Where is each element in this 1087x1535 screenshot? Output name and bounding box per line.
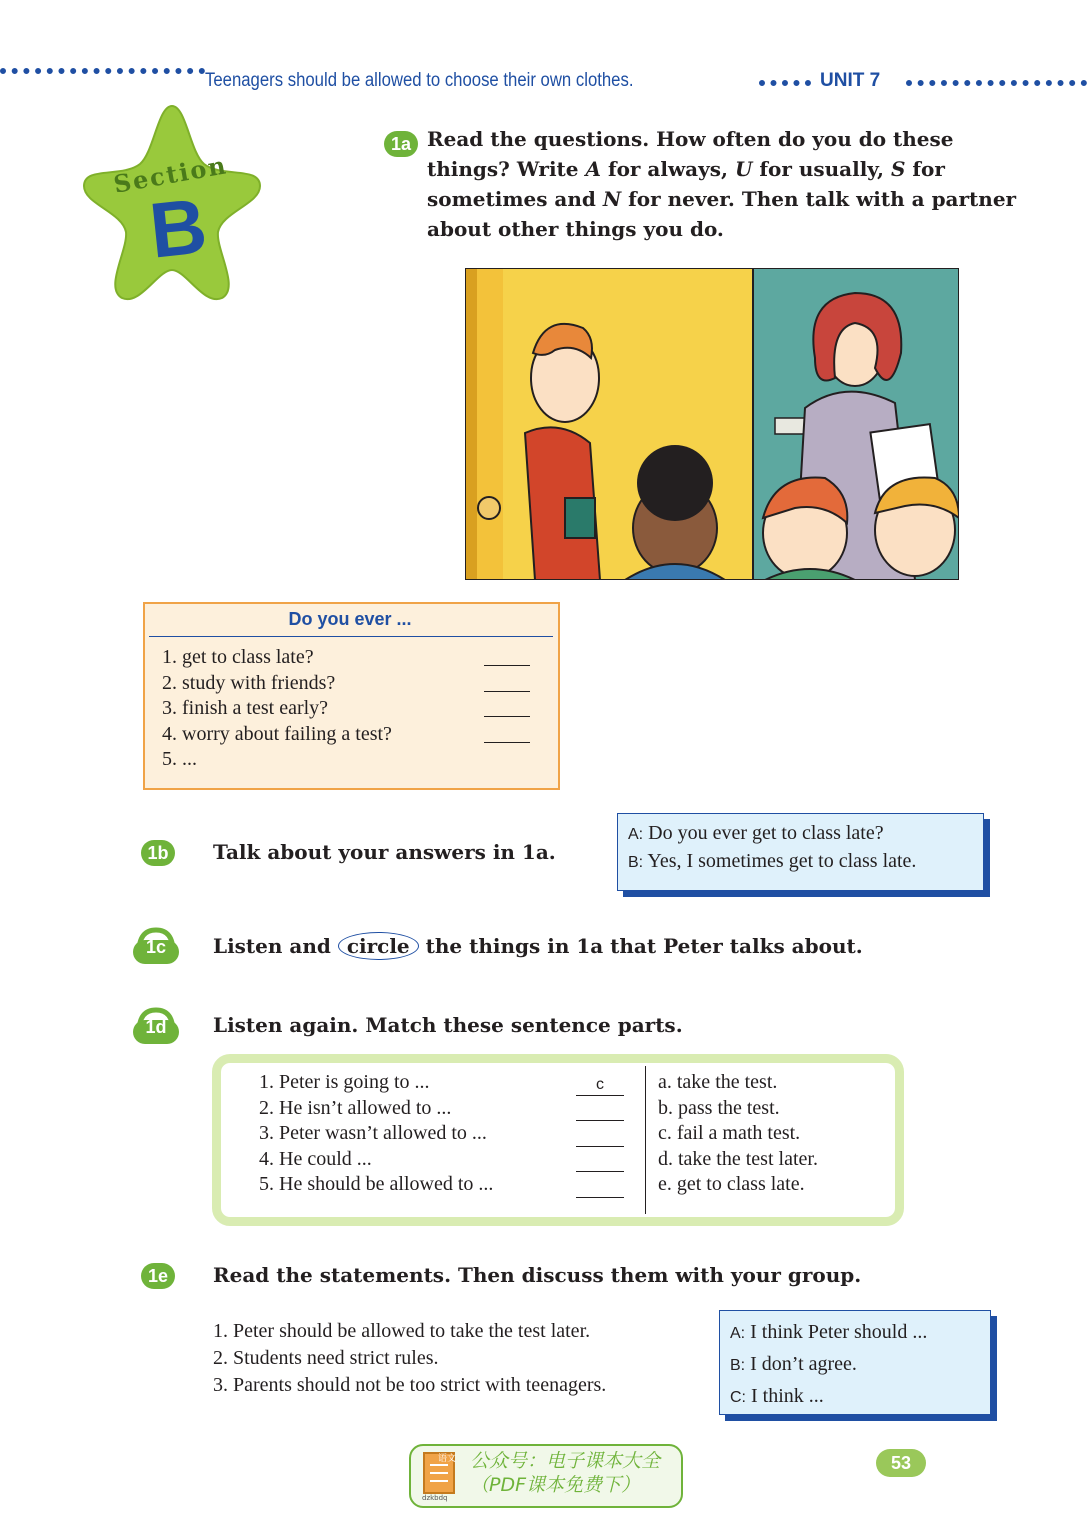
answer-blank[interactable] — [484, 724, 530, 743]
instruction-1a: Read the questions. How often do you do these things? Write A for always, U for usually, S for sometimes and N for never. Then talk with a partner about other things you do. — [427, 127, 1017, 241]
footer-line2: （PDF课本免费下） — [470, 1474, 641, 1496]
dialogue-line: C: I think ... — [730, 1385, 824, 1407]
header-dots-right — [906, 80, 1087, 86]
list-item: 1. get to class late? — [162, 645, 542, 671]
list-item: 2. He isn’t allowed to ... — [259, 1096, 452, 1119]
header-dots-mid — [759, 80, 811, 86]
answer-blank[interactable]: c — [576, 1070, 624, 1096]
instruction-1e: Read the statements. Then discuss them with your group. — [213, 1263, 862, 1287]
dialogue-box-1b — [617, 813, 984, 891]
list-item: 5. He should be allowed to ... — [259, 1173, 494, 1195]
list-item: b. pass the test. — [658, 1096, 780, 1119]
instruction-1b: Talk about your answers in 1a. — [213, 840, 556, 864]
list-item: 3. finish a test early? — [162, 696, 542, 722]
statement-list — [213, 1318, 713, 1399]
answer-blank[interactable] — [576, 1121, 624, 1147]
matching-divider — [645, 1066, 646, 1214]
header-dots-left — [0, 68, 205, 84]
answer-blank[interactable] — [576, 1172, 624, 1198]
list-item: 4. He could ... — [259, 1147, 372, 1170]
answer-blank[interactable] — [484, 698, 530, 717]
logo-small: dzkbdq — [422, 1494, 448, 1502]
dialogue-line: B: I don’t agree. — [730, 1353, 857, 1375]
list-item: 2. study with friends? — [162, 671, 542, 697]
list-item: 1. Peter is going to ... — [259, 1071, 430, 1093]
list-item: d. take the test later. — [658, 1147, 818, 1170]
dialogue-line: A: Do you ever get to class late? — [628, 822, 884, 844]
exercise-badge-1c: 1c — [145, 937, 167, 957]
answer-blank[interactable] — [576, 1147, 624, 1173]
box-title-divider — [149, 636, 553, 637]
answer-blank[interactable] — [576, 1096, 624, 1122]
list-item: 4. worry about failing a test? — [162, 722, 542, 748]
list-item: e. get to class late. — [658, 1173, 805, 1195]
dialogue-line: B: Yes, I sometimes get to class late. — [628, 850, 917, 872]
question-list — [162, 645, 542, 773]
section-letter: B — [145, 181, 211, 275]
list-item: 3. Parents should not be too strict with teenagers. — [213, 1374, 607, 1396]
section-word: Section — [111, 150, 230, 199]
classroom-illustration — [465, 268, 959, 580]
page-number: 53 — [876, 1449, 926, 1477]
answer-blank[interactable] — [484, 673, 530, 692]
footer-line1: 公众号：电子课本大全 — [470, 1450, 661, 1472]
circled-word: circle — [338, 932, 419, 960]
list-item: a. take the test. — [658, 1071, 778, 1093]
exercise-badge-1e: 1e — [141, 1263, 175, 1289]
matching-answers — [576, 1070, 624, 1198]
list-item: c. fail a math test. — [658, 1122, 801, 1144]
dialogue-box-1e — [719, 1310, 991, 1415]
list-item: 5. ... — [162, 748, 197, 770]
matching-left-list — [259, 1070, 549, 1198]
answer-blank[interactable] — [484, 647, 530, 666]
list-item: 1. Peter should be allowed to take the test later. — [213, 1320, 591, 1342]
exercise-badge-1a: 1a — [384, 131, 418, 157]
matching-right-list — [658, 1070, 873, 1198]
exercise-badge-1b: 1b — [141, 840, 175, 866]
box-title: Do you ever ... — [288, 609, 412, 629]
list-item: 3. Peter wasn’t allowed to ... — [259, 1122, 487, 1144]
unit-title: Teenagers should be allowed to choose their own clothes. — [205, 70, 634, 91]
list-item: 2. Students need strict rules. — [213, 1347, 439, 1369]
instruction-1d: Listen again. Match these sentence parts. — [213, 1013, 683, 1037]
unit-label: UNIT 7 — [820, 70, 881, 91]
logo-char: 语文 — [438, 1454, 457, 1464]
instruction-1c: Listen and circle the things in 1a that Peter talks about. — [213, 934, 863, 958]
exercise-badge-1d: 1d — [145, 1017, 167, 1037]
dialogue-line: A: I think Peter should ... — [730, 1321, 928, 1343]
